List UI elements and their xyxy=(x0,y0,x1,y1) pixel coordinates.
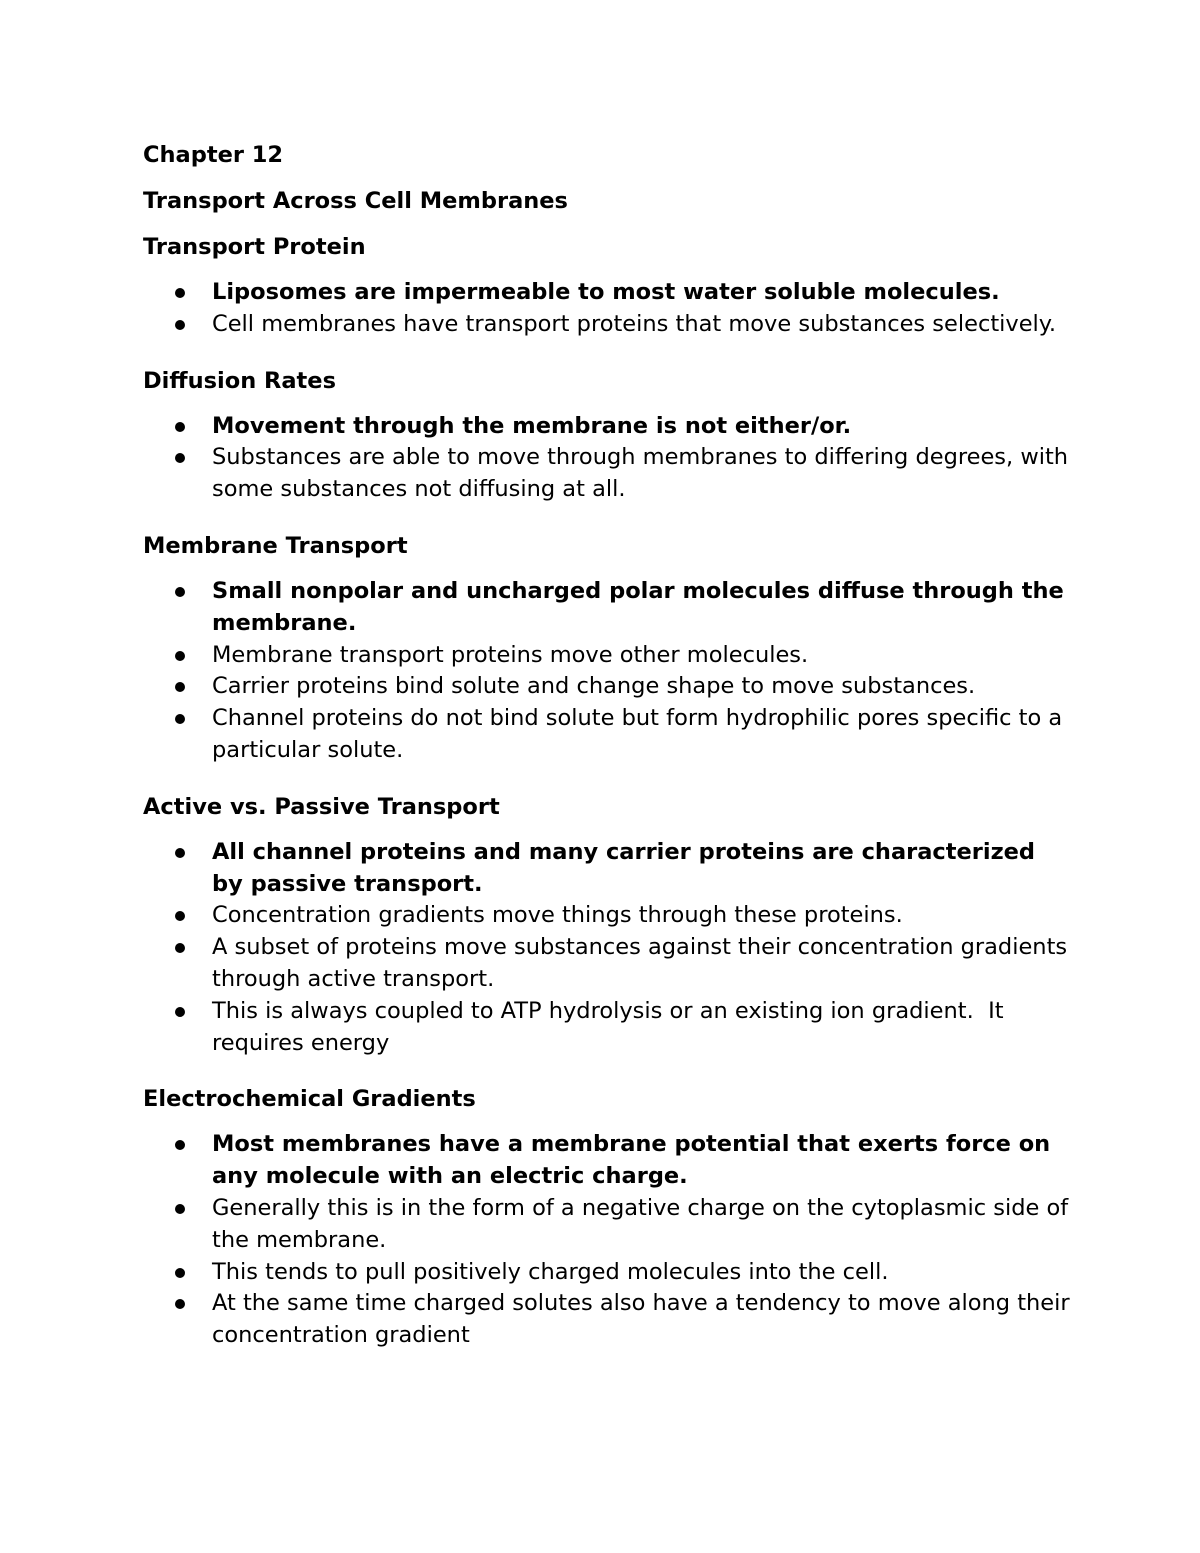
bullet-list xyxy=(143,837,1073,1060)
list-item-text: A subset of proteins move substances against their concentration gradients through active transport. xyxy=(212,934,1068,992)
list-item xyxy=(143,996,1073,1060)
bullet-icon xyxy=(175,848,185,858)
list-item xyxy=(143,1193,1073,1257)
bullet-icon xyxy=(175,911,185,921)
document-page xyxy=(143,139,1073,1376)
bullet-icon xyxy=(175,1007,185,1017)
section-transport-protein xyxy=(143,231,1073,341)
chapter-label: Chapter 12 xyxy=(143,142,284,168)
bullet-list xyxy=(143,576,1073,767)
section-electrochemical-gradients xyxy=(143,1083,1073,1352)
section-heading: Transport Protein xyxy=(143,234,366,260)
bullet-icon xyxy=(175,1299,185,1309)
bullet-icon xyxy=(175,422,185,432)
list-item-text: This tends to pull positively charged molecules into the cell. xyxy=(212,1258,889,1285)
list-item xyxy=(143,442,1073,506)
list-item xyxy=(143,277,1073,309)
list-item xyxy=(143,900,1073,932)
list-item-text: Concentration gradients move things through these proteins. xyxy=(212,902,903,929)
list-item xyxy=(143,640,1073,672)
list-item xyxy=(143,1288,1073,1352)
bullet-icon xyxy=(175,682,185,692)
bullet-icon xyxy=(175,1268,185,1278)
bullet-icon xyxy=(175,288,185,298)
list-item-text: Generally this is in the form of a negative charge on the cytoplasmic side of the membrane. xyxy=(212,1194,1069,1253)
bullet-icon xyxy=(175,453,185,463)
list-item xyxy=(143,837,1073,901)
list-item xyxy=(143,309,1073,341)
bullet-icon xyxy=(175,1140,185,1150)
section-heading: Membrane Transport xyxy=(143,532,408,559)
list-item xyxy=(143,671,1073,703)
list-item-text: Liposomes are impermeable to most water soluble molecules. xyxy=(212,279,1000,305)
section-diffusion-rates xyxy=(143,365,1073,506)
list-item xyxy=(143,1257,1073,1289)
list-item-text: Substances are able to move through membranes to differing degrees, with some substances not diffusing at all. xyxy=(212,444,1069,503)
bullet-list xyxy=(143,1129,1073,1352)
section-heading: Active vs. Passive Transport xyxy=(143,793,500,820)
bullet-icon xyxy=(175,943,185,953)
bullet-icon xyxy=(175,587,185,597)
list-item-text: Carrier proteins bind solute and change shape to move substances. xyxy=(212,673,976,700)
list-item xyxy=(143,411,1073,443)
section-heading: Diffusion Rates xyxy=(143,367,336,394)
list-item-text: This is always coupled to ATP hydrolysis or an existing ion gradient. It requires energy xyxy=(212,997,1011,1056)
list-item-text: Most membranes have a membrane potential that exerts force on any molecule with an electric charge. xyxy=(212,1131,1051,1190)
bullet-icon xyxy=(175,651,185,661)
list-item-text: Cell membranes have transport proteins that move substances selectively. xyxy=(212,310,1057,337)
list-item xyxy=(143,932,1073,996)
list-item-text: Movement through the membrane is not either/or. xyxy=(212,412,852,439)
bullet-icon xyxy=(175,1204,185,1214)
document-title: Transport Across Cell Membranes xyxy=(143,188,568,214)
section-membrane-transport xyxy=(143,530,1073,767)
list-item xyxy=(143,1129,1073,1193)
list-item xyxy=(143,576,1073,640)
section-heading: Electrochemical Gradients xyxy=(143,1086,476,1113)
list-item-text: At the same time charged solutes also have a tendency to move along their concentration gradient xyxy=(212,1290,1070,1349)
section-active-passive-transport xyxy=(143,791,1073,1060)
list-item-text: All channel proteins and many carrier proteins are characterized by passive transport. xyxy=(212,838,1036,897)
bullet-icon xyxy=(175,320,185,330)
list-item-text: Membrane transport proteins move other molecules. xyxy=(212,641,809,668)
list-item-text: Channel proteins do not bind solute but form hydrophilic pores specific to a particular solute. xyxy=(212,705,1063,763)
list-item xyxy=(143,703,1073,767)
bullet-icon xyxy=(175,714,185,724)
bullet-list xyxy=(143,411,1073,506)
bullet-list xyxy=(143,277,1073,341)
list-item-text: Small nonpolar and uncharged polar molecules diffuse through the membrane. xyxy=(212,577,1064,636)
